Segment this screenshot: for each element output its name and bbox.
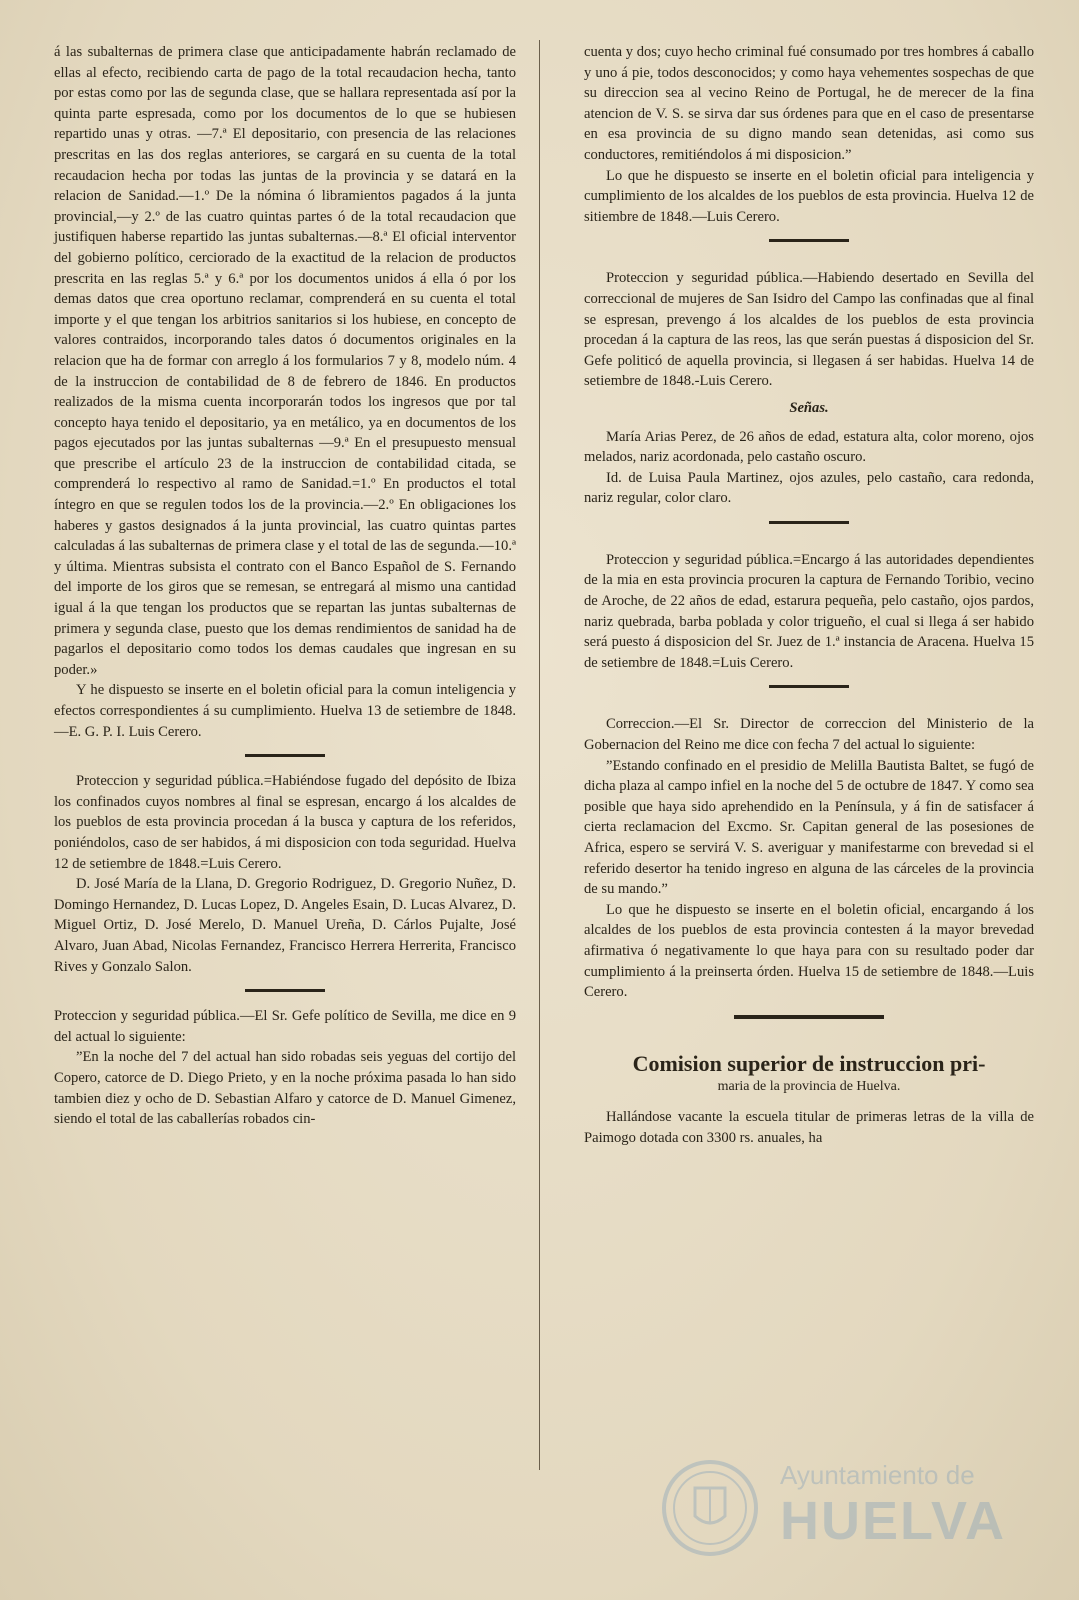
left-column — [54, 42, 516, 1130]
section-separator — [769, 521, 849, 524]
right-paragraph-9: Lo que he dispuesto se inserte en el boletin oficial, encargando á los alcaldes de los pueblos de esta provincia contesten á la mayor brevedad afirmativa ó negativamente lo que haya para con su resultado poder dar cumplimiento á la preinserta órden. Huelva 15 de setiembre de 1848.—Luis Cerero. — [584, 901, 1034, 1001]
left-paragraph-5: Proteccion y seguridad pública.—El Sr. Gefe político de Sevilla, me dice en 9 del actual lo siguiente: — [54, 1008, 516, 1045]
section-subheading: maria de la provincia de Huelva. — [717, 1078, 901, 1094]
column-divider — [539, 40, 540, 1470]
right-paragraph-6: Proteccion y seguridad pública.=Encargo á las autoridades dependientes de la mia en esta provincia procuren la captura de Fernando Toribio, vecino de Aroche, de 22 años de edad, estarura pequeña, pelo castaño, ojos pardos, nariz quebrada, barba poblada y color trigueño, el cual si llega á ser habido será puesto á disposicion del Sr. Juez de 1.ª instancia de Aracena. Huelva 15 de setiembre de 1848.=Luis Cerero. — [584, 551, 1034, 671]
right-paragraph-4: María Arias Perez, de 26 años de edad, estatura alta, color moreno, ojos melados, nariz acordonada, pelo castaño oscuro. — [584, 428, 1034, 466]
right-paragraph-5: Id. de Luisa Paula Martinez, ojos azules, pelo castaño, cara redonda, nariz regular, color claro. — [584, 469, 1034, 507]
section-separator — [245, 754, 325, 757]
right-column — [584, 42, 1034, 1149]
section-separator — [769, 685, 849, 688]
right-paragraph-3: Proteccion y seguridad pública.—Habiendo desertado en Sevilla del correccional de mujeres de San Isidro del Campo las confinadas que al final se espresan, prevengo á los alcaldes de los pueblos de esta provincia procedan á la captura de las reos, las que serán puestas á disposicion del Sr. Gefe politicó de aquella provincia, si llegasen á ser habidas. Huelva 14 de setiembre de 1848.-Luis Cerero. — [584, 270, 1034, 390]
section-separator — [769, 239, 849, 242]
watermark-line-1: Ayuntamiento de — [780, 1460, 975, 1490]
left-paragraph-6: ”En la noche del 7 del actual han sido robadas seis yeguas del cortijo del Copero, catorce de D. Diego Prieto, y en la noche próxima pasada lo han sido tambien diez y ocho de D. Sebastian Alfaro y catorce de D. Manuel Gimenez, siendo el total de las caballerías robados cin- — [54, 1049, 516, 1128]
right-paragraph-7: Correccion.—El Sr. Director de correccion del Ministerio de la Gobernacion del Reino me dice con fecha 7 del actual lo siguiente: — [584, 716, 1034, 754]
left-paragraph-3: Proteccion y seguridad pública.=Habiéndose fugado del depósito de Ibiza los confinados cuyos nombres al final se espresan, encargo á los alcaldes de los pueblos de esta provincia procedan á la busca y captura de los referidos, poniéndolos, caso de ser habidos, á mi disposicion con toda seguridad. Huelva 12 de setiembre de 1848.=Luis Cerero. — [54, 773, 516, 872]
right-paragraph-10: Hallándose vacante la escuela titular de primeras letras de la villa de Paimogo dotada con 3300 rs. anuales, ha — [584, 1109, 1034, 1146]
section-separator — [245, 989, 325, 992]
left-paragraph-2: Y he dispuesto se inserte en el boletin oficial para la comun inteligencia y efectos correspondientes á su cumplimiento. Huelva 13 de setiembre de 1848.—E. G. P. I. Luis Cerero. — [54, 682, 516, 740]
left-paragraph-4: D. José María de la Llana, D. Gregorio Rodriguez, D. Gregorio Nuñez, D. Domingo Hernandez, D. Lucas Lopez, D. Angeles Esain, D. Lucas Alvarez, D. Miguel Ortiz, D. José Merelo, D. Manuel Ureña, D. Cárlos Pujalte, José Alvaro, Juan Abad, Nicolas Fernandez, Francisco Herrera Herrerita, Francisco Rives y Gonzalo Salon. — [54, 876, 516, 975]
watermark-line-2: HUELVA — [780, 1491, 1006, 1551]
senas-heading: Señas. — [789, 399, 829, 416]
right-paragraph-2: Lo que he dispuesto se inserte en el boletin oficial para inteligencia y cumplimiento de los alcaldes de los pueblos de esta provincia. Huelva 12 de sitiembre de 1848.—Luis Cerero. — [584, 167, 1034, 225]
right-paragraph-8: ”Estando confinado en el presidio de Melilla Bautista Baltet, se fugó de dicha plaza al campo infiel en la noche del 5 de octubre de 1847. Y como sea posible que haya sido aprehendido en la Península, y á fin de satisfacer á cierta reclamacion del Excmo. Sr. Capitan general de las posesiones de Africa, espero se servirá V. S. averiguar y manifestarme con brevedad si el referido desertor ha tenido ingreso en alguna de las cárceles de la provincia de su mando.” — [584, 757, 1034, 898]
right-paragraph-1: cuenta y dos; cuyo hecho criminal fué consumado por tres hombres á caballo y uno á pie, todos desconocidos; y como haya vehementes sospechas de que su direccion sea al vecino Reino de Portugal, he de merecer de la fina atencion de V. S. se sirva dar sus órdenes para que en el caso de presentarse en esa provincia de su digno mando sean detenidas, asi como sus conductores, remitiéndolos á mi disposicion.” — [584, 44, 1034, 163]
watermark — [660, 1448, 1020, 1558]
section-heading: Comision superior de instruccion pri- — [632, 1050, 986, 1076]
left-paragraph-1: á las subalternas de primera clase que anticipadamente habrán reclamado de ellas al efecto, recibiendo carta de pago de la total recaudacion hecha, tanto por estas como por las de segunda clase, que se hallara representada así por la quinta parte espresada, como por los documentos de lo que se hubiesen repartido unas y otras. —7.ª El depositario, con presencia de las relaciones prescritas en las dos reglas anteriores, se cargará en su cuenta de la total recaudacion hecha por todas las juntas de la provincia y se datará en la relacion de Sanidad.—1.º De la nómina ó libramientos pagados á la junta provincial,—y 2.º de las cuatro quintas partes ó de la total recaudacion que justifiquen haberse repartido las juntas subalternas.—8.ª El oficial interventor del gobierno político, cerciorado de la exactitud de la relacion de productos prescrita en las reglas 5.ª y 6.ª por los documentos unidos á ella ó por los demas datos que crea oportuno reclamar, comprenderá en su cuenta el total importe y el que tengan los arbitrios sanitarios si los hubiese, en concepto de valores contraidos, incorporando tales datos ó documentos originales en la relacion que ha de formar con arreglo á los formularios 7 y 8, modelo núm. 4 de la instruccion de contabilidad de 8 de febrero de 1846. En productos realizados de la misma cuenta incorporarán todos los ingresos que por tal concepto haya tenido el depositario, ya en metálico, ya en documentos de los pagos ejecutados por las juntas subalternas —9.ª En el presupuesto mensual que prescribe el artículo 23 de la instruccion de contabilidad citada, se comprenderá lo respectivo al ramo de Sanidad.=1.º En productos el total íntegro en que se regulen todos los de la provincia.—2.º En obligaciones los haberes y gastos designados á la junta provincial, las cuatro quintas partes calculadas á las subalternas de primera clase y el total de las de segunda.—10.ª y última. Mientras subsista el contrato con el Banco Español de S. Fernando del importe de los giros que se remesan, se entregará al mismo una cantidad igual á la que tengan los productos que se repartan las juntas subalternas de primera y segunda clase, puesto que los demas rendimientos de sanidad ha de pagarlos el depositario como todos los demas caudales que ingresan en su poder.» — [54, 44, 516, 678]
coat-of-arms-icon — [660, 1458, 760, 1558]
double-separator — [734, 1015, 884, 1019]
